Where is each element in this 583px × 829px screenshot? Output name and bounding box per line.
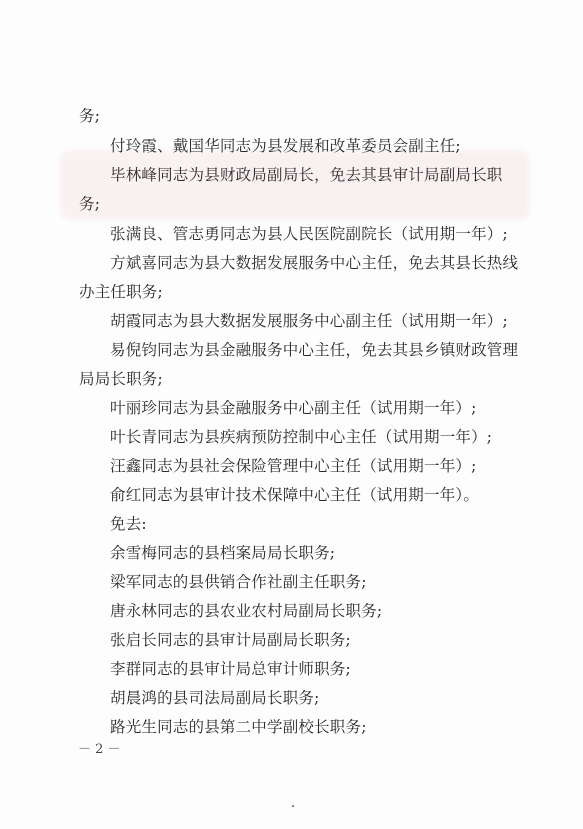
text-line: 务; xyxy=(79,195,101,213)
text-line: 叶长青同志为县疾病预防控制中心主任（试用期一年）; xyxy=(110,428,493,446)
section-heading-dismiss: 免去: xyxy=(110,515,147,533)
text-line: 方斌喜同志为县大数据发展服务中心主任，免去其县长热线 xyxy=(110,254,519,272)
text-line: 余雪梅同志的县档案局局长职务; xyxy=(110,544,336,562)
text-line: 毕林峰同志为县财政局副局长，免去其县审计局副局长职 xyxy=(110,166,503,184)
text-line: 胡晨鸿的县司法局副局长职务; xyxy=(110,689,320,707)
text-line: 办主任职务; xyxy=(79,283,163,301)
text-line: 李群同志的县审计局总审计师职务; xyxy=(110,660,351,678)
scan-speck xyxy=(292,805,294,807)
text-line: 唐永林同志的县农业农村局副局长职务; xyxy=(110,602,383,620)
text-line: 俞红同志为县审计技术保障中心主任（试用期一年）。 xyxy=(110,486,480,504)
text-line: 付玲霞、戴国华同志为县发展和改革委员会副主任; xyxy=(110,137,461,155)
text-line: 局局长职务; xyxy=(79,370,163,388)
text-line: 梁军同志的县供销合作社副主任职务; xyxy=(110,573,367,591)
text-line: 汪鑫同志为县社会保险管理中心主任（试用期一年）; xyxy=(110,457,477,475)
text-line: 易倪钧同志为县金融服务中心主任，免去其县乡镇财政管理 xyxy=(110,341,519,359)
text-line: 张启长同志的县审计局副局长职务; xyxy=(110,631,351,649)
text-line: 务; xyxy=(79,107,101,125)
page-number: － 2 － xyxy=(78,742,121,757)
text-line: 路光生同志的县第二中学副校长职务; xyxy=(110,718,367,736)
text-line: 胡霞同志为县大数据发展服务中心副主任（试用期一年）; xyxy=(110,312,508,330)
text-line: 叶丽珍同志为县金融服务中心副主任（试用期一年）; xyxy=(110,399,477,417)
text-line: 张满良、管志勇同志为县人民医院副院长（试用期一年）; xyxy=(110,225,508,243)
